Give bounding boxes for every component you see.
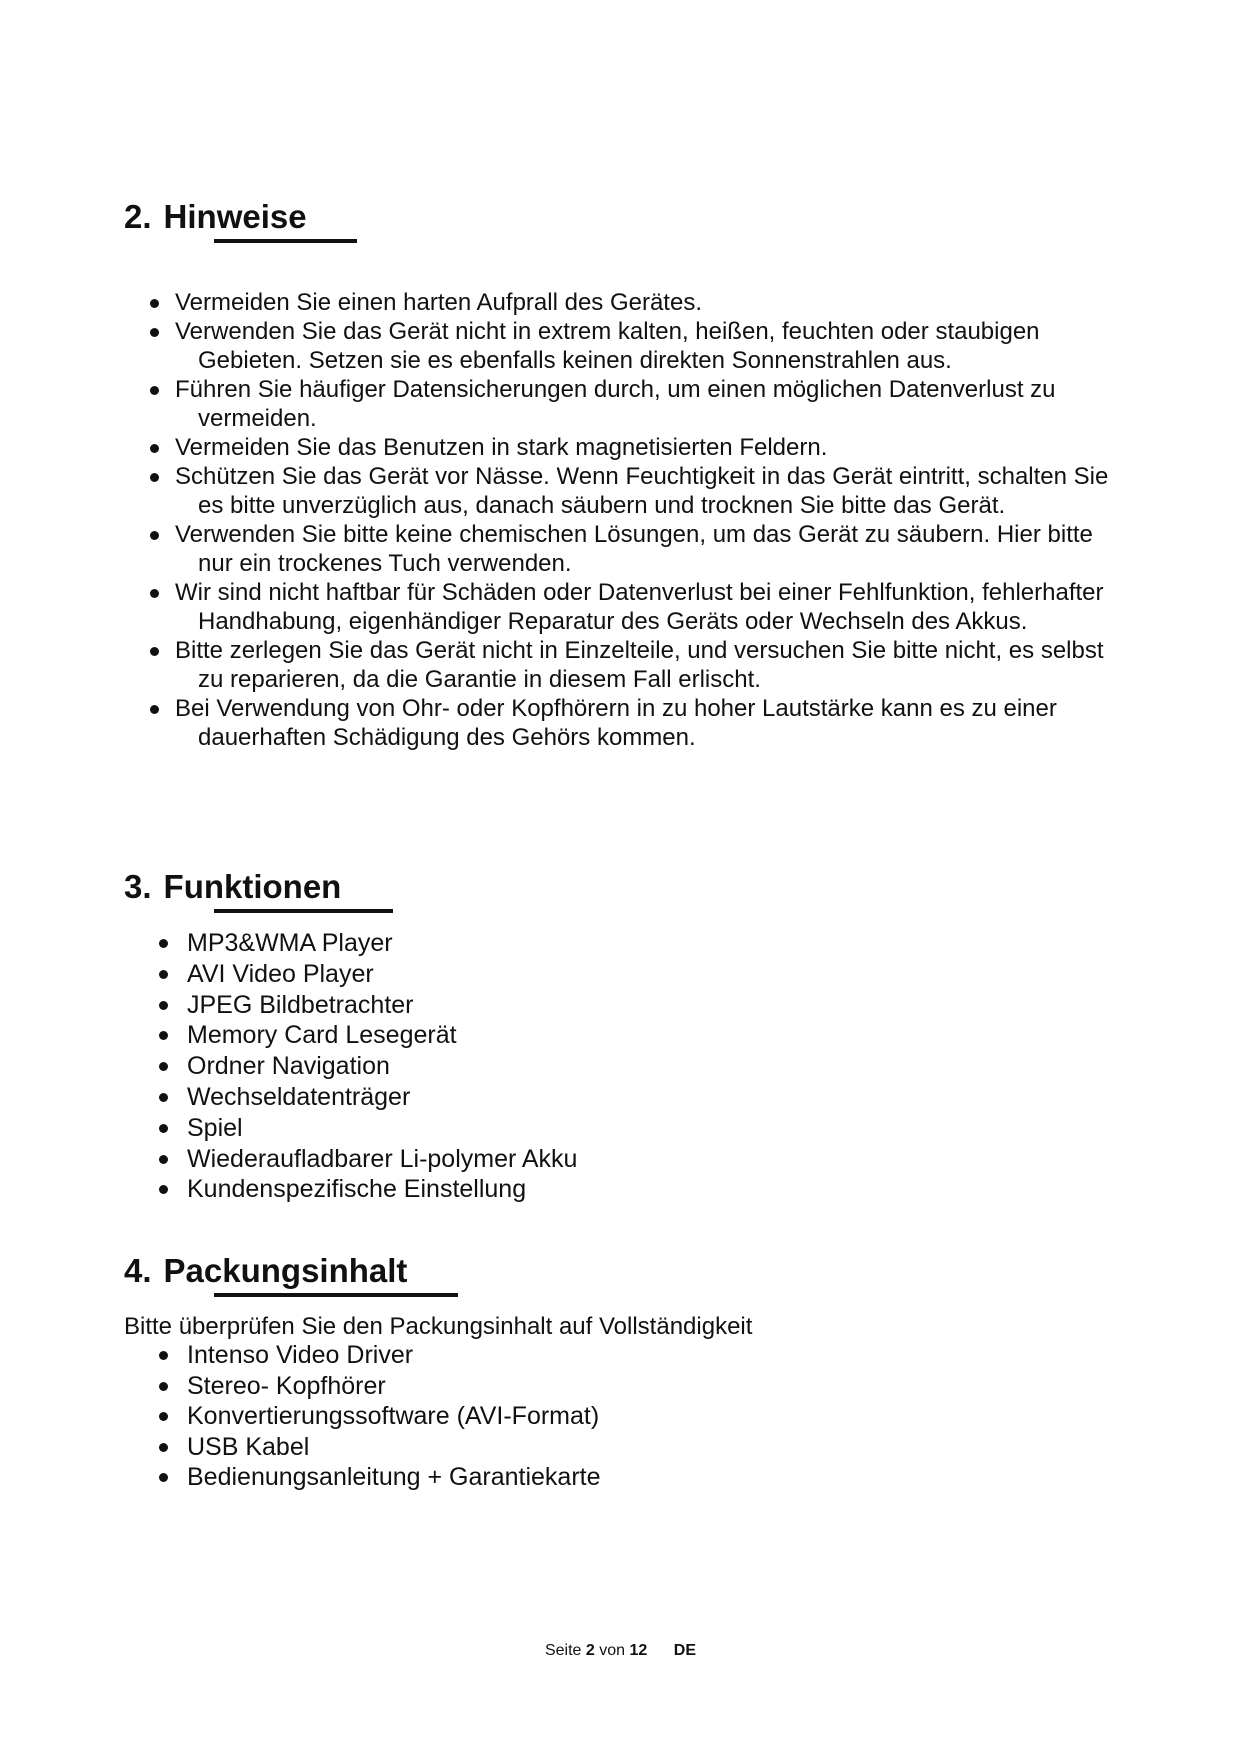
bullet-dot-icon	[159, 1124, 168, 1133]
footer-page-word: Seite	[544, 1642, 582, 1659]
section-title: Hinweise	[163, 198, 307, 235]
section-title: Packungsinhalt	[163, 1252, 408, 1289]
funktion-item	[187, 959, 887, 990]
list-item-text: MP3&WMA Player	[187, 929, 393, 957]
hinweis-item	[175, 288, 1125, 317]
list-item-text: Konvertierungssoftware (AVI-Format)	[187, 1402, 600, 1431]
list-item-text: Wechseldatenträger	[187, 1082, 411, 1111]
funktion-item	[187, 1144, 887, 1175]
list-item-text: Intenso Video Driver	[187, 1341, 414, 1369]
list-item-text: Bitte zerlegen Sie das Gerät nicht in Einzelteile, und versuchen Sie bitte nicht, es selbst zu reparieren, da die Garantie in diesem Fall erlischt.	[175, 637, 1104, 693]
packungsinhalt-intro: Bitte überprüfen Sie den Packungsinhalt auf Vollständigkeit	[124, 1313, 753, 1340]
hinweis-item	[175, 462, 1125, 520]
list-item-text: Schützen Sie das Gerät vor Nässe. Wenn Feuchtigkeit in das Gerät eintritt, schalten Sie es bitte unverzüglich aus, danach säubern und trocknen Sie bitte das Gerät.	[175, 463, 1109, 519]
hinweis-item	[175, 375, 1125, 433]
list-item-text: Ordner Navigation	[187, 1052, 390, 1081]
list-item-text: Wiederaufladbarer Li-polymer Akku	[187, 1144, 578, 1173]
bullet-dot-icon	[159, 1185, 168, 1194]
packungsinhalt-list	[187, 1340, 887, 1493]
hinweis-item	[175, 694, 1125, 752]
bullet-dot-icon	[150, 647, 159, 656]
bullet-dot-icon	[159, 1382, 168, 1391]
funktion-item	[187, 1020, 887, 1051]
bullet-dot-icon	[159, 970, 168, 979]
bullet-dot-icon	[159, 1351, 168, 1360]
section-number: 2.	[124, 198, 152, 235]
list-item-text: AVI Video Player	[187, 959, 374, 988]
packungsinhalt-item	[187, 1432, 887, 1463]
bullet-dot-icon	[150, 328, 159, 337]
list-item-text: Führen Sie häufiger Datensicherungen durch, um einen möglichen Datenverlust zu vermeiden.	[175, 376, 1056, 432]
list-item-text: Vermeiden Sie das Benutzen in stark magnetisierten Feldern.	[175, 434, 828, 461]
footer-page-total: 12	[629, 1642, 648, 1659]
hinweis-item	[175, 636, 1125, 694]
bullet-dot-icon	[159, 939, 168, 948]
hinweis-item	[175, 317, 1125, 375]
bullet-dot-icon	[150, 589, 159, 598]
packungsinhalt-item	[187, 1371, 887, 1402]
heading-underline	[214, 1293, 458, 1297]
section-number: 4.	[124, 1252, 152, 1289]
list-item-text: Bedienungsanleitung + Garantiekarte	[187, 1463, 601, 1492]
bullet-dot-icon	[150, 705, 159, 714]
list-item-text: Memory Card Lesegerät	[187, 1021, 457, 1050]
funktion-item	[187, 1113, 887, 1144]
list-item-text: Verwenden Sie das Gerät nicht in extrem kalten, heißen, feuchten oder staubigen Gebieten. Setzen sie es ebenfalls keinen direkten Sonnenstrahlen aus.	[175, 318, 1040, 374]
list-item-text: Vermeiden Sie einen harten Aufprall des Gerätes.	[175, 289, 702, 316]
list-item-text: Kundenspezifische Einstellung	[187, 1175, 527, 1204]
funktion-item	[187, 1051, 887, 1082]
list-item-text: USB Kabel	[187, 1432, 310, 1461]
bullet-dot-icon	[150, 444, 159, 453]
bullet-dot-icon	[159, 1001, 168, 1010]
list-item-text: Stereo- Kopfhörer	[187, 1371, 386, 1400]
bullet-dot-icon	[150, 386, 159, 395]
funktion-item	[187, 1082, 887, 1113]
bullet-dot-icon	[150, 473, 159, 482]
footer-language: DE	[673, 1642, 696, 1659]
list-item-text: Spiel	[187, 1113, 243, 1142]
funktion-item	[187, 928, 887, 959]
bullet-dot-icon	[159, 1443, 168, 1452]
list-item-text: Wir sind nicht haftbar für Schäden oder Datenverlust bei einer Fehlfunktion, fehlerhafter Handhabung, eigenhändiger Reparatur des Geräts oder Wechseln des Akkus.	[175, 579, 1104, 635]
heading-underline	[214, 909, 393, 913]
hinweis-item	[175, 433, 1125, 462]
list-item-text: Verwenden Sie bitte keine chemischen Lösungen, um das Gerät zu säubern. Hier bitte nur ein trockenes Tuch verwenden.	[175, 521, 1093, 577]
hinweis-item	[175, 520, 1125, 578]
section-heading-packungsinhalt	[124, 1254, 407, 1287]
bullet-dot-icon	[159, 1155, 168, 1164]
list-item-text: JPEG Bildbetrachter	[187, 990, 414, 1019]
funktion-item	[187, 1174, 887, 1205]
bullet-dot-icon	[159, 1031, 168, 1040]
hinweis-item	[175, 578, 1125, 636]
footer-of-word: von	[599, 1642, 626, 1659]
section-number: 3.	[124, 868, 152, 905]
bullet-dot-icon	[150, 299, 159, 308]
packungsinhalt-item	[187, 1462, 887, 1493]
funktion-item	[187, 990, 887, 1021]
page-footer	[0, 1642, 1241, 1660]
packungsinhalt-item	[187, 1340, 887, 1371]
bullet-dot-icon	[159, 1412, 168, 1421]
list-item-text: Bei Verwendung von Ohr- oder Kopfhörern in zu hoher Lautstärke kann es zu einer dauerhaften Schädigung des Gehörs kommen.	[175, 695, 1057, 751]
bullet-dot-icon	[159, 1473, 168, 1482]
section-heading-funktionen	[124, 870, 341, 903]
funktionen-list	[187, 928, 887, 1205]
hinweise-list	[175, 288, 1125, 752]
bullet-dot-icon	[159, 1062, 168, 1071]
footer-page-current: 2	[585, 1642, 595, 1659]
section-title: Funktionen	[163, 868, 342, 905]
heading-underline	[214, 239, 357, 243]
bullet-dot-icon	[150, 531, 159, 540]
section-heading-hinweise	[124, 200, 307, 233]
packungsinhalt-item	[187, 1401, 887, 1432]
bullet-dot-icon	[159, 1093, 168, 1102]
